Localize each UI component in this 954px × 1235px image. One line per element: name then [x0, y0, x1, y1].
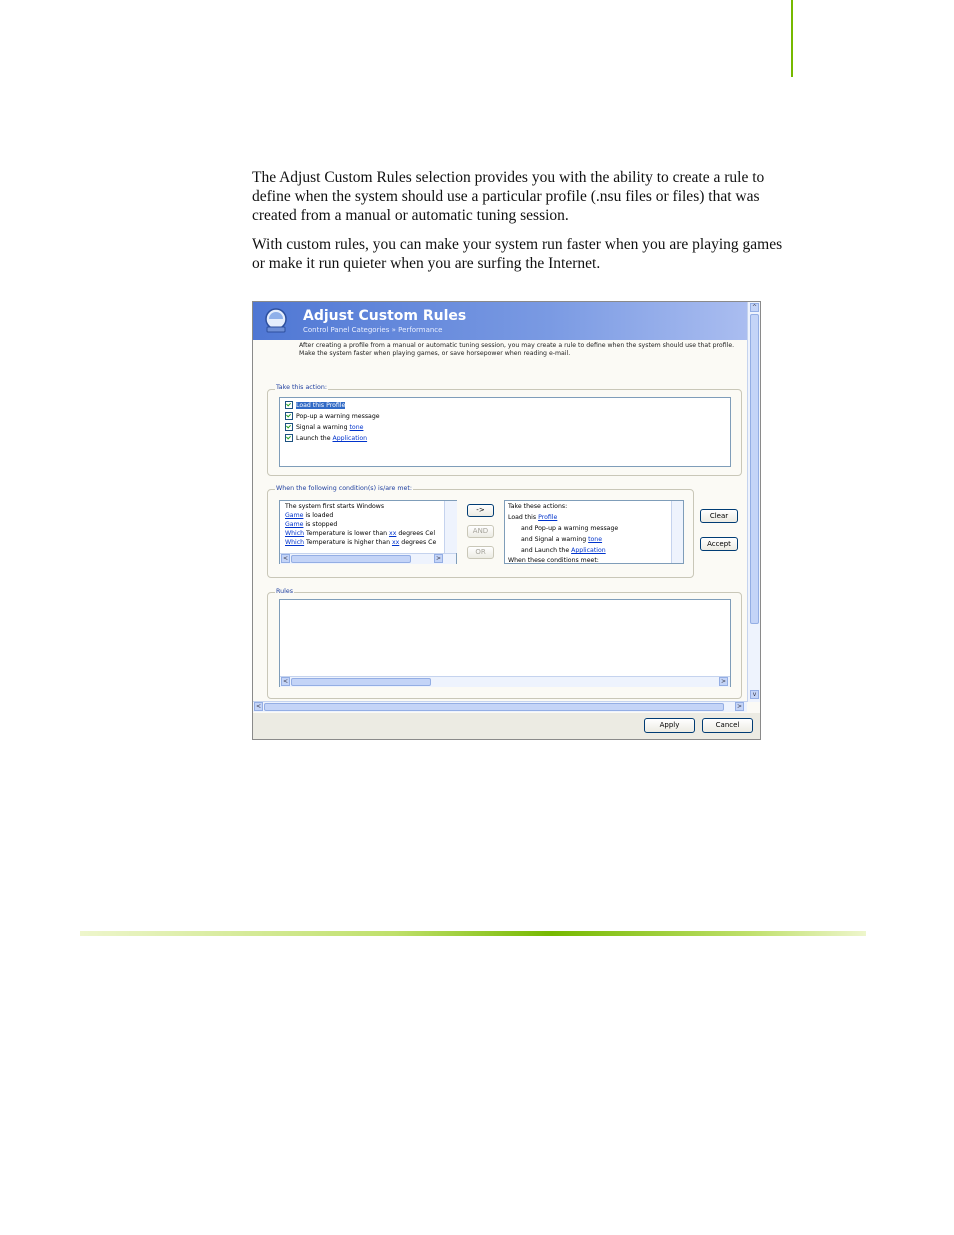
summary-line	[521, 547, 606, 554]
condition-text: Temperature is lower than	[304, 530, 390, 537]
condition-item[interactable]	[285, 521, 337, 528]
add-condition-button[interactable]: ->	[467, 504, 494, 517]
condition-text: The system first starts Windows	[285, 503, 385, 510]
degrees-link[interactable]: xx	[391, 539, 400, 546]
application-link[interactable]: Application	[332, 435, 368, 442]
summary-text: and Signal a warning	[521, 536, 589, 543]
or-button[interactable]: OR	[467, 546, 494, 559]
conditions-horizontal-scrollbar[interactable]	[280, 553, 456, 564]
action-popup-warning-text: Pop-up a warning message	[296, 413, 380, 420]
action-load-profile-selection	[296, 402, 345, 409]
summary-text: and Launch the	[521, 547, 572, 554]
custom-rules-paragraph: With custom rules, you can make your system run faster when you are playing games or make it run quieter when you are surfing the Internet.	[252, 236, 783, 272]
footer-gradient-rule	[80, 931, 866, 936]
control-panel-icon	[261, 306, 291, 336]
scroll-right-arrow-icon[interactable]: >	[736, 703, 743, 710]
condition-text: is loaded	[303, 512, 334, 519]
scroll-thumb[interactable]	[750, 314, 759, 624]
action-launch-application[interactable]	[285, 434, 367, 442]
action-popup-warning[interactable]	[285, 412, 380, 420]
which-link[interactable]: Which	[285, 530, 305, 537]
checkbox-popup-warning[interactable]	[285, 412, 293, 420]
scroll-thumb[interactable]	[291, 678, 431, 686]
summary-vertical-scrollbar[interactable]	[671, 501, 684, 563]
scroll-thumb[interactable]	[291, 555, 411, 563]
condition-item[interactable]	[285, 530, 435, 537]
checkbox-signal-tone[interactable]	[285, 423, 293, 431]
game-link[interactable]: Game	[285, 521, 304, 528]
and-button[interactable]: AND	[467, 525, 494, 538]
cancel-button[interactable]: Cancel	[702, 718, 753, 733]
conditions-vertical-scrollbar[interactable]	[444, 501, 457, 553]
summary-line	[521, 536, 602, 543]
scroll-right-arrow-icon[interactable]: >	[435, 555, 442, 562]
window-vertical-scrollbar[interactable]	[747, 302, 761, 702]
scroll-up-arrow-icon[interactable]: ^	[751, 304, 758, 311]
checkbox-load-profile[interactable]	[285, 401, 293, 409]
intro-paragraph: The Adjust Custom Rules selection provides you with the ability to create a rule to define when the system should use a particular profile (.nsu files or files) that was created from a manual or automatic tuning session.	[252, 169, 765, 224]
profile-link[interactable]: Profile	[538, 514, 558, 521]
tone-link[interactable]: tone	[588, 536, 603, 543]
apply-button[interactable]: Apply	[644, 718, 695, 733]
window-horizontal-scrollbar[interactable]	[253, 701, 747, 712]
scroll-left-arrow-icon[interactable]: <	[282, 678, 289, 685]
action-load-profile-text: Load this	[296, 402, 327, 409]
summary-text: Load this	[508, 514, 539, 521]
condition-item[interactable]	[285, 539, 436, 546]
breadcrumb[interactable]: Control Panel Categories » Performance	[303, 326, 443, 334]
scroll-right-arrow-icon[interactable]: >	[720, 678, 727, 685]
accept-button[interactable]: Accept	[700, 537, 738, 551]
condition-item[interactable]	[285, 503, 384, 510]
tone-link[interactable]: tone	[349, 424, 364, 431]
header-accent-line	[791, 0, 793, 77]
degrees-link[interactable]: xx	[389, 530, 397, 537]
rules-group-label: Rules	[276, 588, 293, 595]
summary-line	[508, 514, 557, 521]
clear-button[interactable]: Clear	[700, 509, 738, 523]
game-link[interactable]: Game	[285, 512, 304, 519]
action-signal-tone-text: Signal a warning	[296, 424, 350, 431]
scroll-left-arrow-icon[interactable]: <	[282, 555, 289, 562]
checkbox-launch-application[interactable]	[285, 434, 293, 442]
actions-group-label: Take this action:	[276, 384, 327, 391]
scroll-thumb[interactable]	[264, 703, 724, 711]
condition-item[interactable]	[285, 512, 333, 519]
action-signal-tone[interactable]	[285, 423, 363, 431]
which-link[interactable]: Which	[285, 539, 305, 546]
condition-text: degrees Ce	[399, 539, 437, 546]
rules-list[interactable]	[279, 599, 731, 687]
action-launch-application-text: Launch the	[296, 435, 333, 442]
scroll-left-arrow-icon[interactable]: <	[255, 703, 262, 710]
window-banner	[253, 302, 747, 340]
adjust-custom-rules-window	[252, 301, 761, 740]
summary-line: and Pop-up a warning message	[521, 525, 619, 532]
rule-summary-list[interactable]	[504, 500, 684, 564]
actions-list[interactable]	[279, 397, 731, 467]
window-title: Adjust Custom Rules	[303, 308, 467, 324]
window-intro-text: After creating a profile from a manual or automatic tuning session, you may create a rule to define when the system should use that profile. Make the system faster when playing games, or save horsepower when reading e-mail.	[299, 342, 735, 357]
condition-text: degrees Cel	[396, 530, 436, 537]
condition-text: Temperature is higher than	[304, 539, 392, 546]
conditions-list[interactable]	[279, 500, 457, 564]
application-link[interactable]: Application	[571, 547, 606, 554]
window-button-bar	[253, 713, 760, 739]
scroll-down-arrow-icon[interactable]: v	[750, 690, 759, 699]
action-load-profile[interactable]	[285, 401, 345, 409]
condition-text: is stopped	[303, 521, 338, 528]
summary-heading: Take these actions:	[508, 503, 568, 510]
conditions-group-label: When the following condition(s) is/are met:	[276, 485, 412, 492]
action-load-profile-link[interactable]: Profile	[326, 402, 346, 409]
summary-line: When these conditions meet:	[508, 557, 599, 564]
rules-horizontal-scrollbar[interactable]	[280, 676, 730, 687]
